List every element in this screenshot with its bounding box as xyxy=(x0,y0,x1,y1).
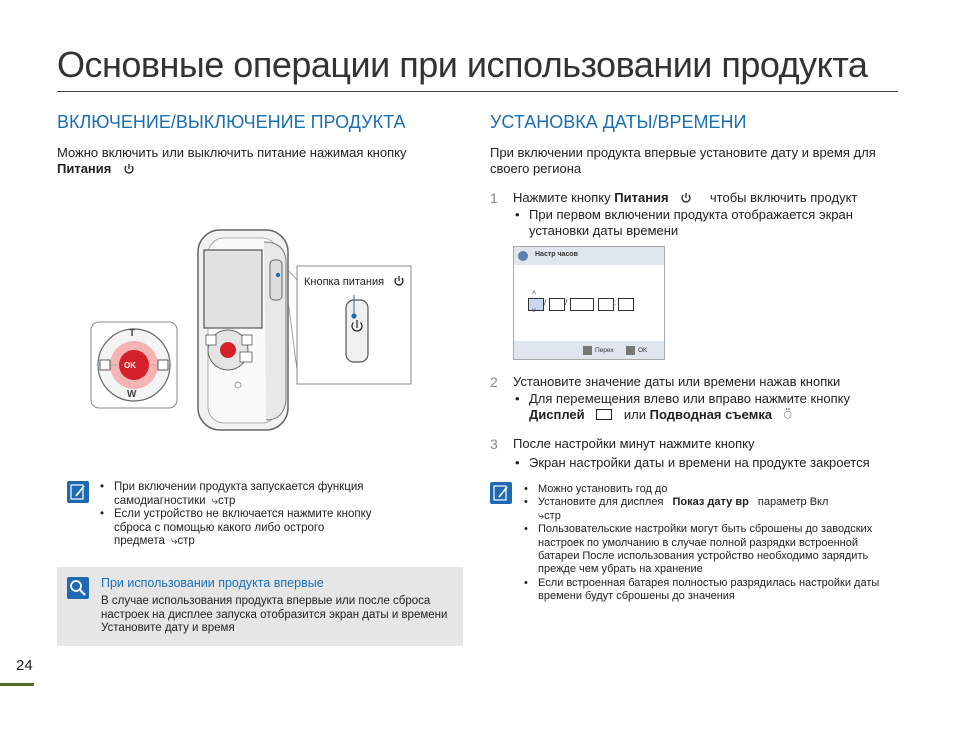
title-divider xyxy=(57,91,898,92)
right-note-1: • Можно установить год до xyxy=(522,483,884,496)
page-number: 24 xyxy=(16,657,33,674)
move-icon xyxy=(583,346,592,355)
dial-bottom-label: W xyxy=(127,389,137,400)
left-intro xyxy=(57,145,457,177)
power-callout-label xyxy=(304,275,405,288)
step-1-bullets xyxy=(513,207,888,239)
power-icon xyxy=(123,163,135,175)
ok-label: OK xyxy=(638,347,648,354)
up-arrow-icon: ˄ xyxy=(532,290,537,297)
power-callout-text: Кнопка питания xyxy=(304,276,385,288)
step-1-bullet: • При первом включении продукта отображается экран установки даты времени xyxy=(513,207,888,239)
note-pencil-icon xyxy=(67,481,89,503)
time-field xyxy=(598,298,614,311)
time-field xyxy=(618,298,634,311)
left-intro-bold: Питания xyxy=(57,161,112,176)
step-2-bullet: • Для перемещения влево или вправо нажмите кнопку Дисплей или Подводная съемка ⍥ xyxy=(513,391,891,423)
note-pencil-icon xyxy=(490,482,512,504)
magnifier-icon xyxy=(67,577,89,599)
power-icon xyxy=(680,192,692,204)
power-icon xyxy=(393,275,405,287)
page-number-bar xyxy=(0,683,34,686)
right-heading: УСТАНОВКА ДАТЫ/ВРЕМЕНИ xyxy=(490,112,747,132)
step-3-text: После настройки минут нажмите кнопку xyxy=(513,436,755,451)
down-arrow-icon: ˅ xyxy=(532,308,537,315)
right-notes xyxy=(522,483,884,604)
step-2-text: Установите значение даты или времени нажав кнопки xyxy=(513,374,841,389)
left-note-2: • Если устройство не включается нажмите кнопку сброса с помощью какого либо острого предмета ⤷стр xyxy=(98,508,380,549)
left-note-1: • При включении продукта запускается функция самодиагностики ⤷стр xyxy=(98,481,380,508)
date-field xyxy=(549,298,565,311)
underwater-icon: ⍥ xyxy=(783,407,792,422)
page-title: Основные операции при использовании продукта xyxy=(57,44,868,85)
right-note-2: • Установите для дисплея Показ дату вр параметр Вкл ⤷стр xyxy=(522,496,884,523)
step-1-number: 1 xyxy=(490,190,498,206)
step-2-bullets xyxy=(513,391,891,423)
date-field xyxy=(570,298,594,311)
left-notes xyxy=(98,481,380,549)
display-icon xyxy=(596,409,612,420)
step-2-number: 2 xyxy=(490,374,498,390)
right-note-3: • Пользовательские настройки могут быть сброшены до заводских настроек по умолчанию в случае полной разрядки встроенной батареи После использования устройство необходимо зарядить прежде чем убрать на хранение xyxy=(522,523,884,577)
settings-icon xyxy=(518,251,528,261)
step-3-number: 3 xyxy=(490,436,498,452)
clock-setup-screen: Настр часов ˄ ˅ / / : Перех OK xyxy=(513,246,665,360)
screen-title: Настр часов xyxy=(535,251,578,258)
step-3-bullet: • Экран настройки даты и времени на продукте закроется xyxy=(513,455,893,471)
left-intro-line1: Можно включить или выключить питание нажимая кнопку xyxy=(57,145,407,160)
dial-top-label: T xyxy=(129,328,136,339)
ok-icon xyxy=(626,346,635,355)
camera-illustration xyxy=(88,220,413,435)
move-label: Перех xyxy=(595,347,614,354)
left-heading: ВКЛЮЧЕНИЕ/ВЫКЛЮЧЕНИЕ ПРОДУКТА xyxy=(57,112,406,132)
tip-body: В случае использования продукта впервые или после сброса настроек на дисплее запуска отобразится экран даты и времени Установите дату и время xyxy=(101,595,448,634)
right-intro: При включении продукта впервые установите дату и время для своего региона xyxy=(490,145,876,176)
dial-ok-label: OK xyxy=(124,361,136,370)
right-note-4: • Если встроенная батарея полностью разрядилась настройки даты времени будут сброшены до значения xyxy=(522,577,884,604)
step-1-text: Нажмите кнопку Питания чтобы включить продукт xyxy=(513,190,858,205)
step-3-bullets xyxy=(513,455,893,471)
tip-title: При использовании продукта впервые xyxy=(101,576,324,590)
